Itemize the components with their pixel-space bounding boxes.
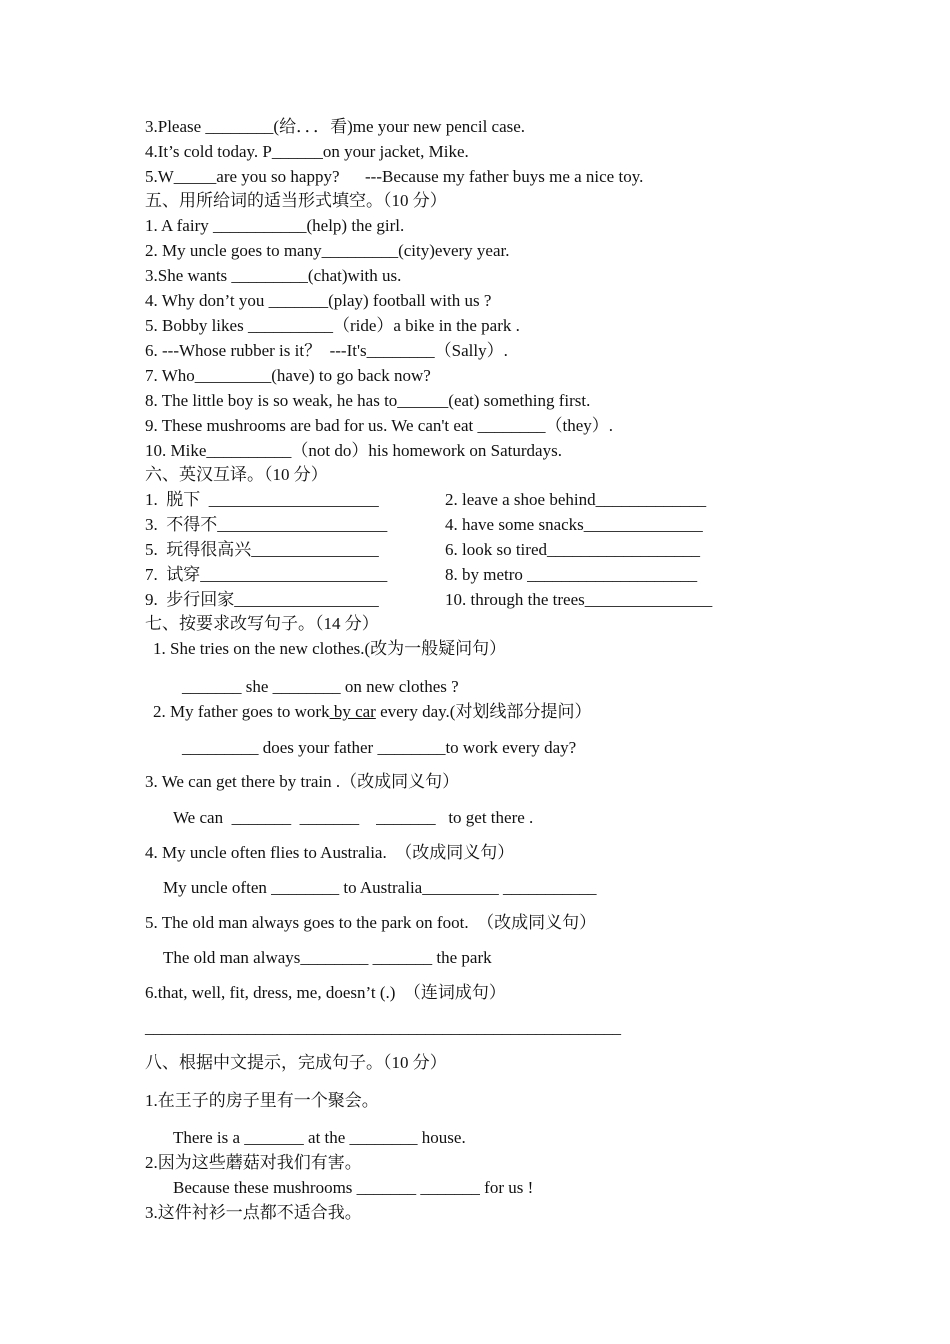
question-item: 3.She wants _________(chat)with us. [145, 266, 402, 285]
translation-item: 2. leave a shoe behind_____________ [445, 490, 707, 509]
rewrite-answer: _________ does your father ________to work every day? [182, 738, 577, 757]
question-item: 4. Why don’t you _______(play) football with us ? [145, 291, 492, 310]
translation-item: 10. through the trees_______________ [445, 590, 713, 609]
translation-item: 5. 玩得很高兴_______________ [145, 540, 379, 559]
section-heading: 五、用所给词的适当形式填空。（10 分） [145, 191, 447, 210]
translation-item: 8. by metro ____________________ [445, 565, 698, 584]
translation-prompt: 3.这件衬衫一点都不适合我。 [145, 1203, 362, 1222]
translation-prompt: 2.因为这些蘑菇对我们有害。 [145, 1153, 362, 1172]
question-item: 5. Bobby likes __________（ride）a bike in the park . [145, 316, 520, 335]
question-item: 5.W_____are you so happy? ---Because my father buys me a nice toy. [145, 167, 644, 186]
translation-prompt: 1.在王子的房子里有一个聚会。 [145, 1091, 379, 1110]
question-item: 3.Please ________(给．．．看)me your new pencil case. [145, 117, 526, 136]
underlined-phrase: by car [329, 702, 376, 721]
translation-item: 1. 脱下 ____________________ [145, 490, 379, 509]
question-item: 7. Who_________(have) to go back now? [145, 366, 431, 385]
rewrite-answer: We can _______ _______ _______ to get there . [173, 808, 534, 827]
question-item: 9. These mushrooms are bad for us. We can't eat ________（they）. [145, 416, 613, 435]
section-heading: 六、英汉互译。（10 分） [145, 465, 328, 484]
rewrite-question: 2. My father goes to work by car every day.(对划线部分提问） [153, 702, 592, 721]
rewrite-question: 6.that, well, fit, dress, me, doesn’t (.) （连词成句） [145, 983, 506, 1002]
section-heading: 七、按要求改写句子。（14 分） [145, 614, 379, 633]
question-item: 2. My uncle goes to many_________(city)every year. [145, 241, 510, 260]
translation-item: 4. have some snacks______________ [445, 515, 703, 534]
translation-item: 6. look so tired__________________ [445, 540, 700, 559]
rewrite-question: 5. The old man always goes to the park on foot. （改成同义句） [145, 913, 597, 932]
answer-line: ________________________________________________________ [145, 1018, 621, 1037]
section-heading: 八、根据中文提示，完成句子。（10 分） [145, 1053, 447, 1072]
question-item: 10. Mike__________（not do）his homework on Saturdays. [145, 441, 562, 460]
question-item: 6. ---Whose rubber is it？ ---It's________（Sally）. [145, 341, 508, 360]
translation-item: 3. 不得不____________________ [145, 515, 388, 534]
rewrite-answer: My uncle often ________ to Australia_________ ___________ [163, 878, 597, 897]
sentence-answer: There is a _______ at the ________ house. [173, 1128, 466, 1147]
rewrite-question: 1. She tries on the new clothes.(改为一般疑问句） [153, 639, 507, 658]
question-item: 4.It’s cold today. P______on your jacket, Mike. [145, 142, 469, 161]
translation-item: 7. 试穿______________________ [145, 565, 388, 584]
question-item: 8. The little boy is so weak, he has to______(eat) something first. [145, 391, 591, 410]
question-item: 1. A fairy ___________(help) the girl. [145, 216, 405, 235]
translation-item: 9. 步行回家_________________ [145, 590, 379, 609]
rewrite-answer: The old man always________ _______ the park [163, 948, 492, 967]
rewrite-answer: _______ she ________ on new clothes ? [182, 677, 459, 696]
rewrite-question: 4. My uncle often flies to Australia. （改成同义句） [145, 843, 515, 862]
sentence-answer: Because these mushrooms _______ _______ for us ! [173, 1178, 534, 1197]
rewrite-question: 3. We can get there by train .（改成同义句） [145, 772, 460, 791]
